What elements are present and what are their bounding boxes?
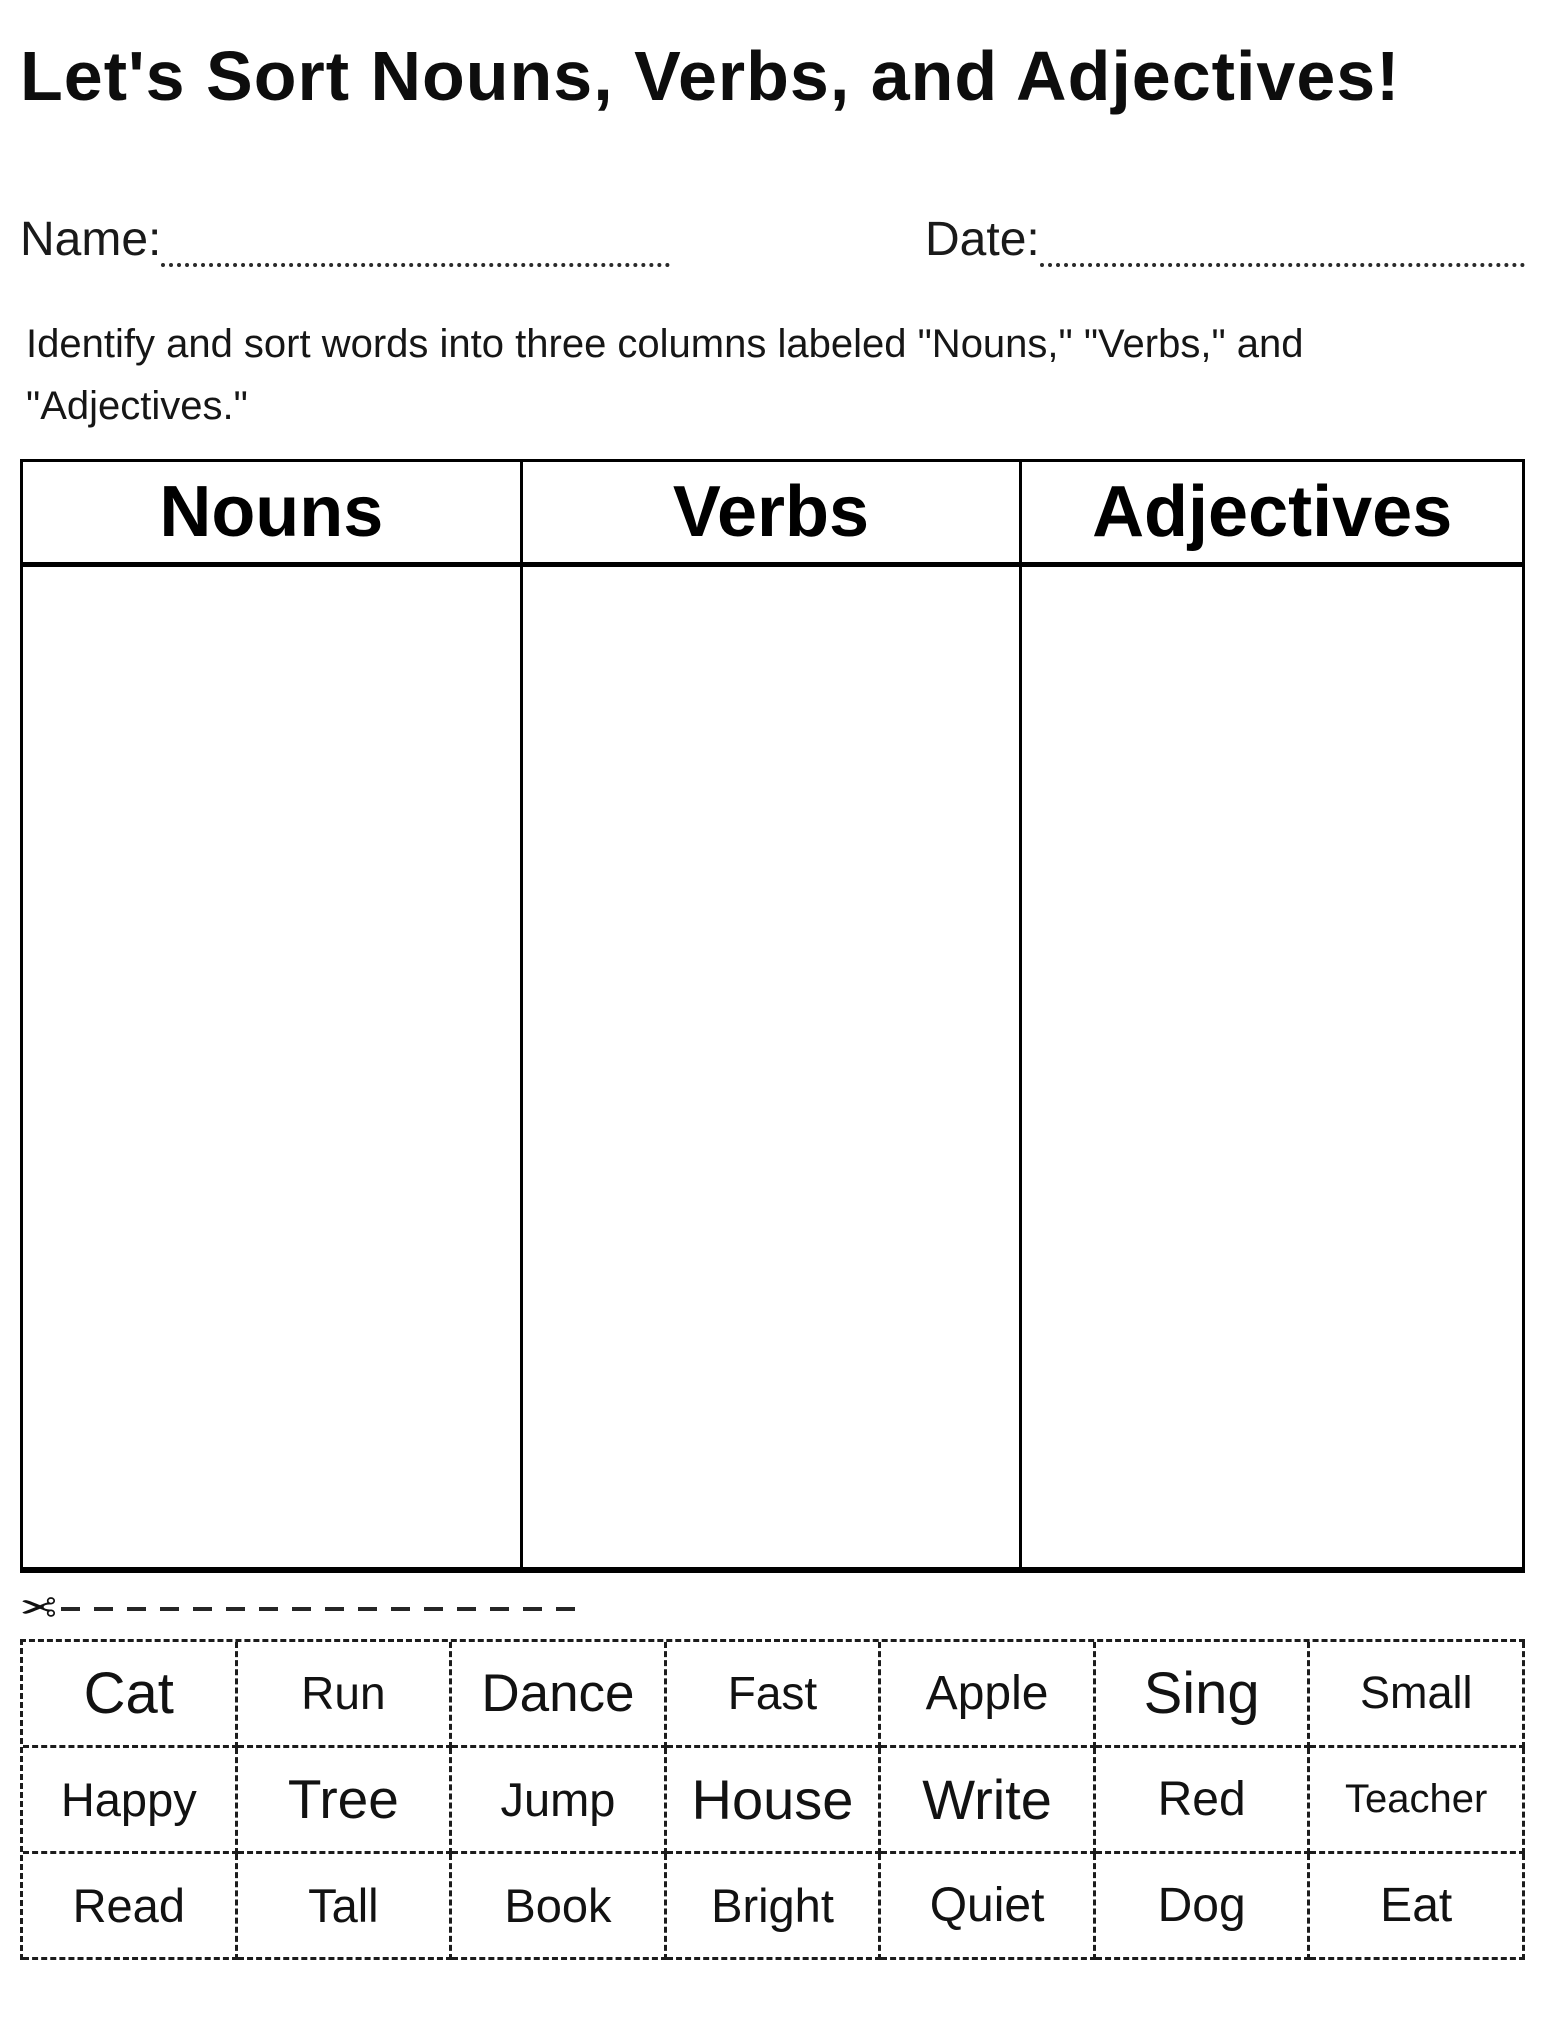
verbs-column-area[interactable] xyxy=(523,567,1023,1567)
name-label: Name: xyxy=(20,213,162,266)
column-header-verbs: Verbs xyxy=(523,462,1023,562)
word-card-fast[interactable]: Fast xyxy=(667,1642,882,1748)
word-card-tree[interactable]: Tree xyxy=(238,1748,453,1854)
word-card-dog[interactable]: Dog xyxy=(1096,1854,1311,1960)
word-card-book[interactable]: Book xyxy=(452,1854,667,1960)
word-card-sing[interactable]: Sing xyxy=(1096,1642,1311,1748)
word-card-apple[interactable]: Apple xyxy=(881,1642,1096,1748)
name-field xyxy=(20,214,670,267)
word-card-happy[interactable]: Happy xyxy=(23,1748,238,1854)
word-card-red[interactable]: Red xyxy=(1096,1748,1311,1854)
word-card-cat[interactable]: Cat xyxy=(23,1642,238,1748)
cut-dashed-line xyxy=(61,1607,581,1611)
word-card-house[interactable]: House xyxy=(667,1748,882,1854)
table-header-row xyxy=(23,462,1522,567)
word-card-dance[interactable]: Dance xyxy=(452,1642,667,1748)
word-card-write[interactable]: Write xyxy=(881,1748,1096,1854)
word-card-eat[interactable]: Eat xyxy=(1310,1854,1525,1960)
date-input-line[interactable] xyxy=(1040,227,1525,267)
cut-line xyxy=(20,1583,1525,1633)
name-date-row xyxy=(20,214,1525,267)
date-label: Date: xyxy=(925,213,1040,266)
word-card-quiet[interactable]: Quiet xyxy=(881,1854,1096,1960)
column-header-adjectives: Adjectives xyxy=(1092,471,1453,552)
word-card-jump[interactable]: Jump xyxy=(452,1748,667,1854)
word-card-teacher[interactable]: Teacher xyxy=(1310,1748,1525,1854)
instruction-text: Identify and sort words into three columns labeled "Nouns," "Verbs," and "Adjectives." xyxy=(26,321,1304,428)
name-input-line[interactable] xyxy=(161,227,670,267)
adjectives-column-area[interactable] xyxy=(1022,567,1522,1567)
nouns-column-area[interactable] xyxy=(23,567,523,1567)
worksheet-page xyxy=(0,34,1545,2034)
scissors-icon: ✂ xyxy=(20,1583,57,1633)
word-card-small[interactable]: Small xyxy=(1310,1642,1525,1748)
word-card-grid xyxy=(20,1639,1525,1960)
word-card-read[interactable]: Read xyxy=(23,1854,238,1960)
page-title: Let's Sort Nouns, Verbs, and Adjectives! xyxy=(20,37,1401,115)
column-header-nouns: Nouns xyxy=(23,462,523,562)
date-field xyxy=(925,214,1525,267)
word-card-bright[interactable]: Bright xyxy=(667,1854,882,1960)
table-body-row xyxy=(23,567,1522,1567)
sorting-table xyxy=(20,459,1525,1573)
word-card-tall[interactable]: Tall xyxy=(238,1854,453,1960)
word-card-run[interactable]: Run xyxy=(238,1642,453,1748)
